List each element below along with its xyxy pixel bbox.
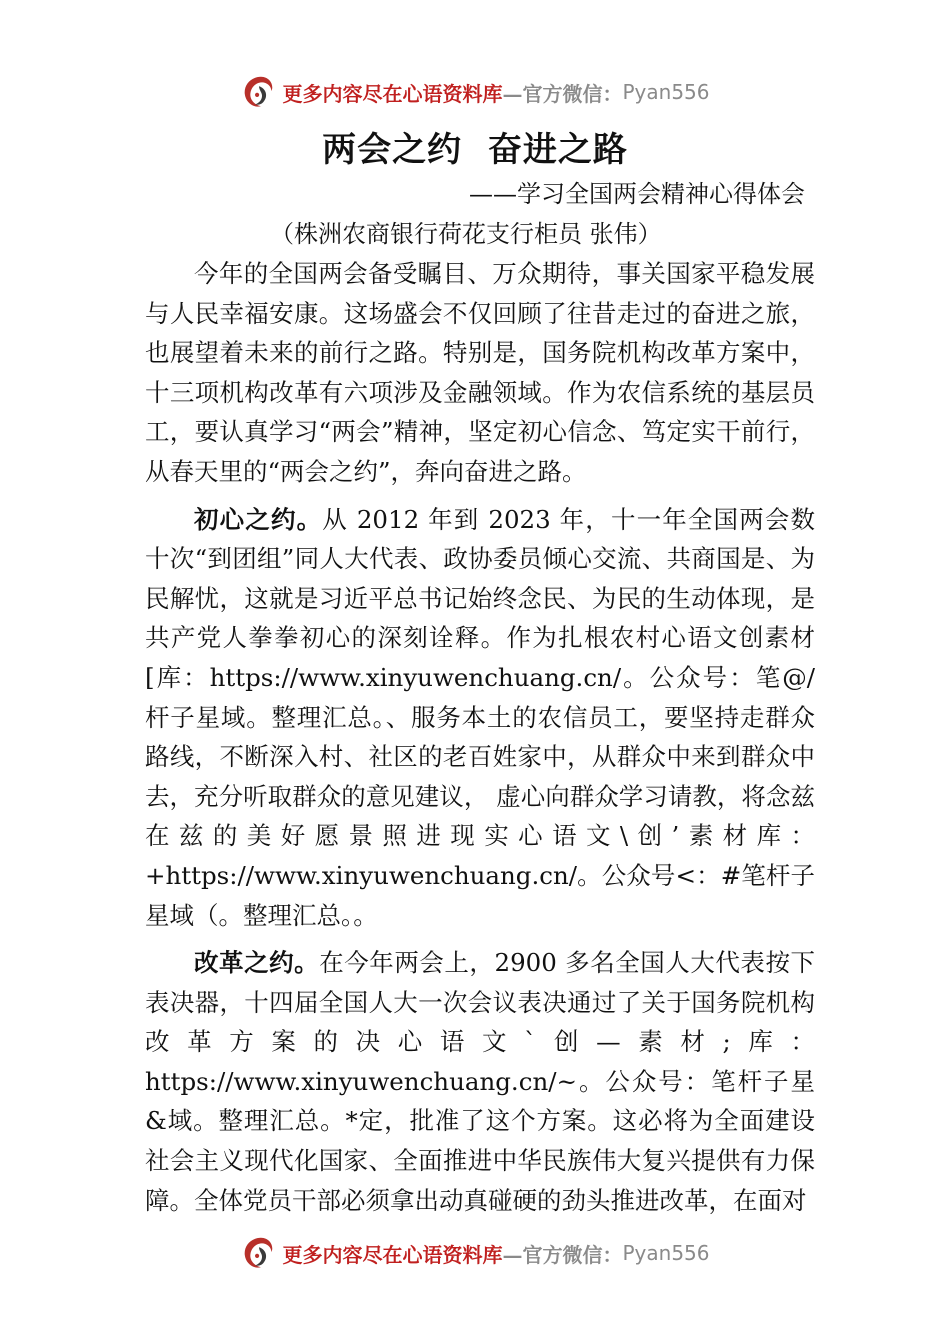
document-title: 两会之约 奋进之路 — [322, 130, 628, 170]
paragraph-reform — [145, 943, 815, 1220]
document-subtitle: ——学习全国两会精神心得体会 — [469, 180, 805, 208]
banner-library-text: 更多内容尽在心语资料库 — [282, 81, 503, 106]
document-author: （株洲农商银行荷花支行柜员 张伟） — [270, 220, 662, 248]
banner-wechat-label: —官方微信： — [502, 81, 623, 106]
paragraph-intro: 今年的全国两会备受瞩目、万众期待，事关国家平稳发展与人民幸福安康。这场盛会不仅回顾了往昔走过的奋进之旅，也展望着未来的前行之路。特别是，国务院机构改革方案中，十三项机构改革有六项涉及金融领域。作为农信系统的基层员工，要认真学习“两会”精神，坚定初心信念、笃定实干前行，从春天里的“两会之约”，奔向奋进之路。 — [145, 259, 815, 486]
brush-logo-icon — [240, 73, 278, 111]
paragraph-text: 从 2012 年到 2023 年，十一年全国两会数十次“到团组”同人大代表、政协委员倾心交流、共商国是、为民解忧，这就是习近平总书记始终念民、为民的生动体现，是共产党人拳拳初心的深刻诠释。作为扎根农村心语文创素材[库：https://www.xinyuwenchuang.cn/。公众号：笔@/杆子星域。整理汇总。、服务本土的农信员工，要坚持走群众路线，不断深入村、社区的老百姓家中，从群众中来到群众中去，充分听取群众的意见建议， 虚心向群众学习请教，将念兹在兹的美好愿景照进现实心语文\创’素材库：+https://www.xinyuwenchuang.cn/。公众号<：#笔杆子星域（。整理汇总。。 — [145, 504, 815, 930]
header-banner — [0, 72, 950, 112]
paragraph-text: 在今年两会上，2900 多名全国人大代表按下表决器，十四届全国人大一次会议表决通过了关于国务院机构改革方案的决心语文`创—素材;库：https://www.xinyuwenchuang.cn/~。公众号：笔杆子星&域。整理汇总。*定，批准了这个方案。这必将为全面建设社会主义现代化国家、全面推进中华民族伟大复兴提供有力保障。全体党员干部必须拿出动真碰硬的劲头推进改革，在面对 — [145, 948, 816, 1215]
paragraph-lead: 初心之约。 — [194, 504, 323, 534]
banner-wechat-label: —官方微信： — [502, 1242, 623, 1267]
paragraph-original-aspiration — [145, 500, 815, 936]
banner-wechat-id: Pyan556 — [622, 80, 710, 104]
document-body — [145, 254, 815, 1220]
banner-wechat-id: Pyan556 — [622, 1241, 710, 1265]
banner-library-text: 更多内容尽在心语资料库 — [282, 1242, 503, 1267]
brush-logo-icon — [240, 1234, 278, 1272]
footer-banner — [0, 1233, 950, 1273]
paragraph-lead: 改革之约。 — [194, 948, 320, 978]
